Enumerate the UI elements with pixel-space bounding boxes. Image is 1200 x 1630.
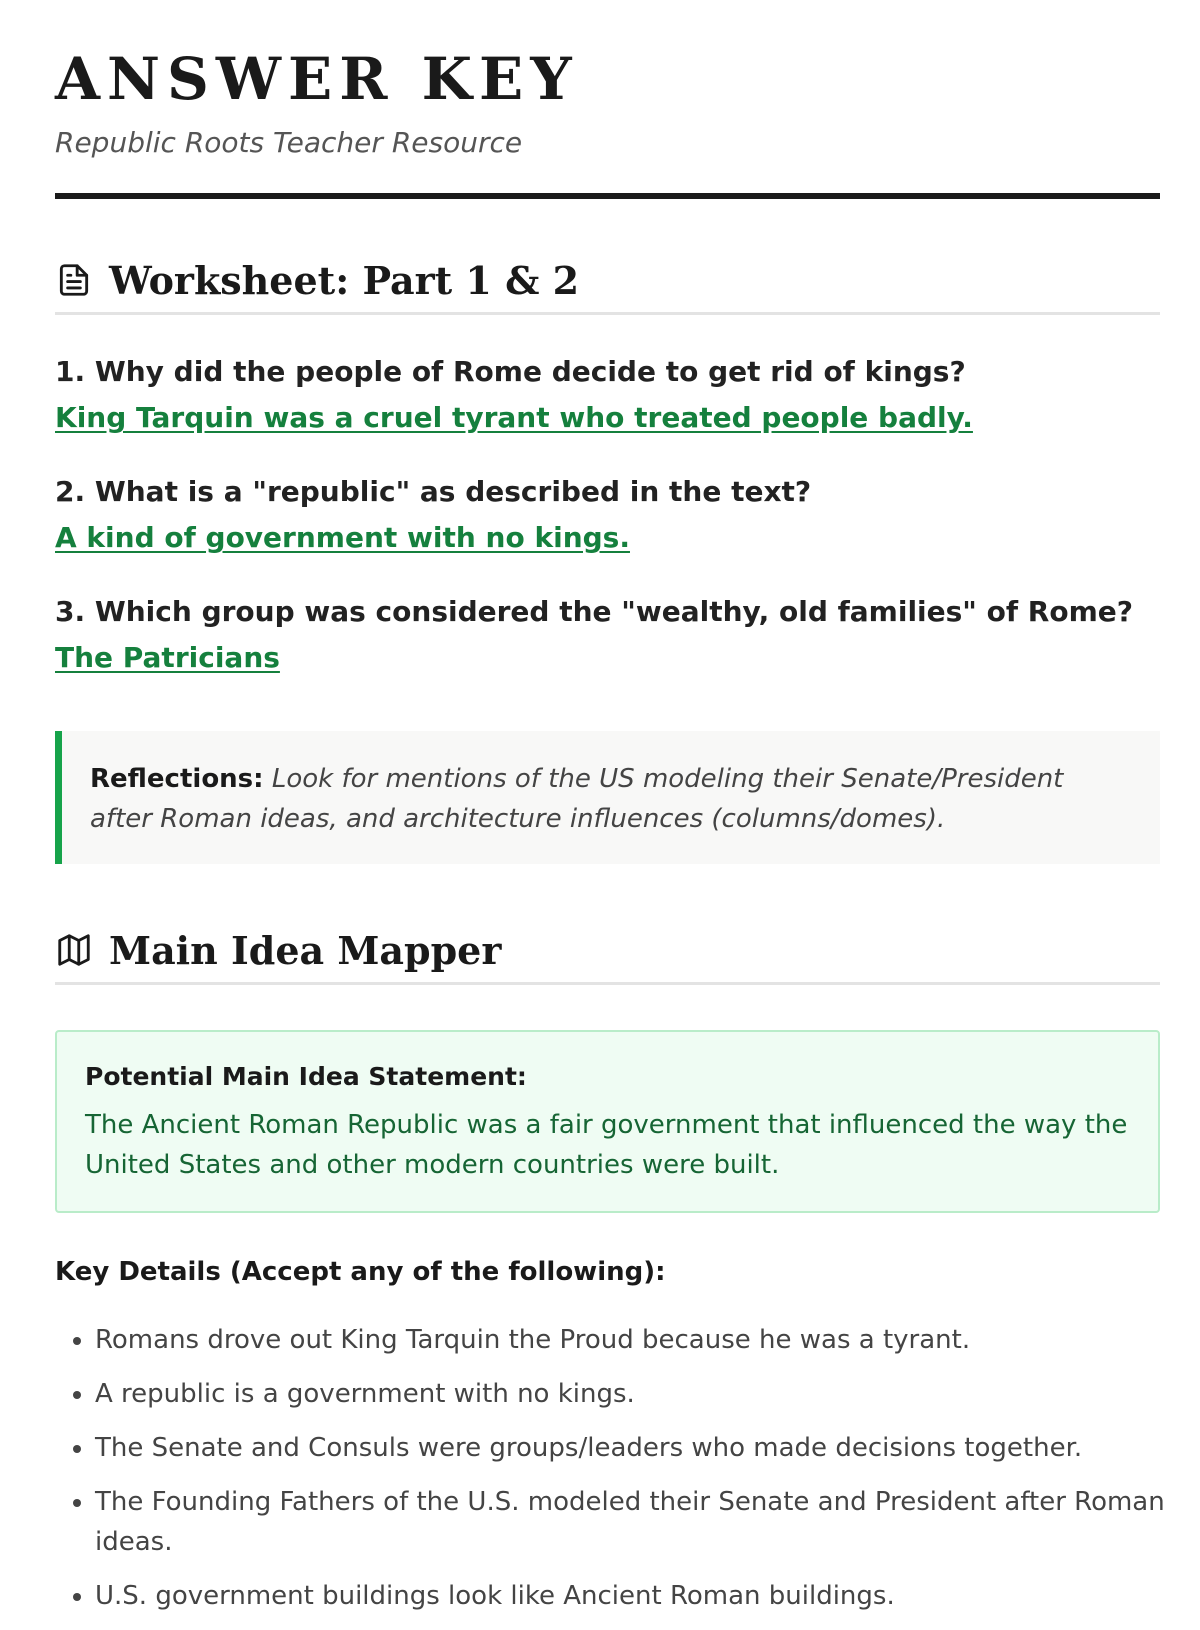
answer-text: The Patricians <box>55 641 280 675</box>
list-item: • The Senate and Consuls were groups/leaders who made decisions together. <box>95 1428 1200 1468</box>
question-text: 1. Why did the people of Rome decide to get rid of kings? <box>55 355 966 388</box>
main-idea-label: Potential Main Idea Statement: <box>85 1062 527 1091</box>
list-item: • A republic is a government with no kings. <box>95 1374 1200 1414</box>
answer-text: A kind of government with no kings. <box>55 521 630 555</box>
question-block-2 <box>55 474 1160 557</box>
key-details-heading: Key Details (Accept any of the following): <box>55 1257 666 1287</box>
document-icon <box>55 261 93 299</box>
key-details-list <box>55 1320 1200 1630</box>
title-divider <box>55 193 1160 199</box>
list-item: • The Founding Fathers of the U.S. modeled their Senate and President after Roman ideas. <box>95 1482 1200 1562</box>
reflection-label: Reflections: <box>90 764 264 794</box>
map-icon <box>55 931 93 969</box>
page-subtitle: Republic Roots Teacher Resource <box>55 126 523 159</box>
worksheet-section-header <box>55 248 1160 315</box>
list-item: • U.S. government buildings look like Ancient Roman buildings. <box>95 1576 1200 1616</box>
question-text: 2. What is a "republic" as described in the text? <box>55 475 812 508</box>
question-text: 3. Which group was considered the "wealthy, old families" of Rome? <box>55 595 1134 628</box>
answer-text: King Tarquin was a cruel tyrant who treated people badly. <box>55 401 973 435</box>
mapper-section-header <box>55 918 1160 985</box>
main-idea-statement: The Ancient Roman Republic was a fair government that influenced the way the United States and other modern countries were built. <box>85 1110 1128 1180</box>
main-idea-box <box>55 1030 1160 1213</box>
reflection-text: Look for mentions of the US modeling their Senate/President after Roman ideas, and architecture influences (columns/domes). <box>90 764 1064 834</box>
question-block-1 <box>55 354 1160 437</box>
page-title: ANSWER KEY <box>55 45 579 113</box>
question-block-3 <box>55 594 1160 677</box>
list-item: • Romans drove out King Tarquin the Proud because he was a tyrant. <box>95 1320 1200 1360</box>
mapper-heading: Main Idea Mapper <box>109 927 502 973</box>
reflection-callout <box>55 731 1160 864</box>
worksheet-heading: Worksheet: Part 1 & 2 <box>109 257 580 303</box>
